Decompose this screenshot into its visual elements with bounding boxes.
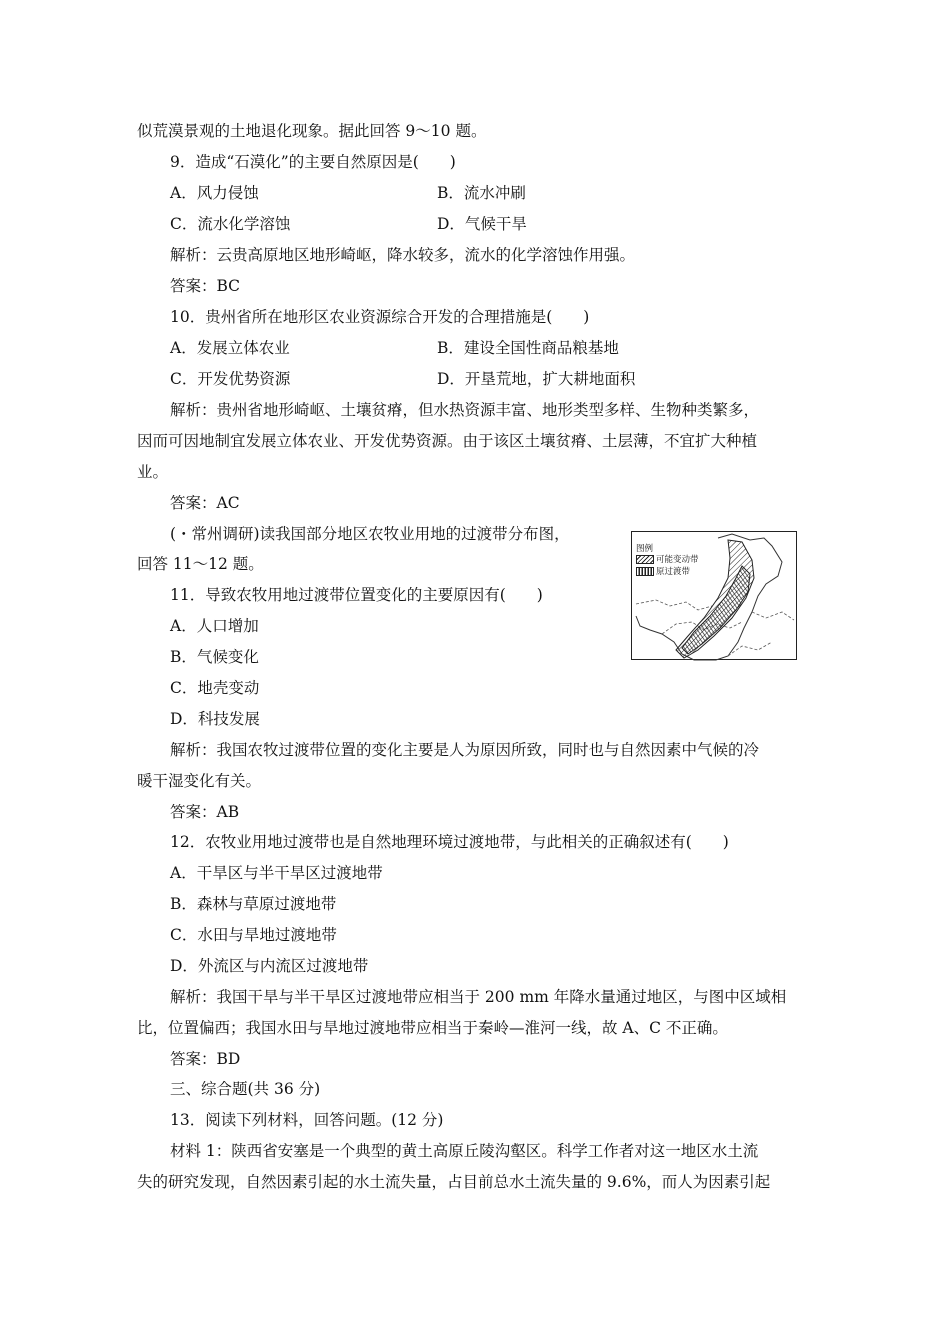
q9-option-c: C．流水化学溶蚀 [170, 215, 291, 233]
q10-option-b: B．建设全国性商品粮基地 [437, 339, 619, 357]
q10-analysis-line3: 业。 [137, 463, 169, 481]
original-transition-zone [682, 566, 750, 654]
q9-option-a: A．风力侵蚀 [170, 184, 259, 202]
q12-option-a: A．干旱区与半干旱区过渡地带 [170, 864, 383, 882]
q9-option-d: D．气候干旱 [437, 215, 527, 233]
q13-material-1-line2: 失的研究发现，自然因素引起的水土流失量，占目前总水土流失量的 9.6%，而人为因素引起 [137, 1173, 771, 1191]
q12-analysis-line2: 比，位置偏西；我国水田与旱地过渡地带应相当于秦岭—淮河一线，故 A、C 不正确。 [137, 1019, 728, 1037]
legend-original-zone-label: 原过渡带 [656, 567, 691, 577]
national-boundary [636, 534, 782, 660]
q11-answer: 答案：AB [170, 803, 240, 821]
q11-analysis-line2: 暖干湿变化有关。 [137, 772, 262, 790]
q10-option-d: D．开垦荒地，扩大耕地面积 [437, 370, 636, 388]
province-border-3 [752, 612, 794, 620]
q10-answer: 答案：AC [170, 494, 240, 512]
legend-original-zone [636, 567, 690, 577]
q11-stem: 11．导致农牧用地过渡带位置变化的主要原因有( ) [170, 586, 543, 604]
group-intro-line1: (・常州调研)读我国部分地区农牧业用地的过渡带分布图， [170, 525, 570, 543]
q10-stem: 10．贵州省所在地形区农业资源综合开发的合理措施是( ) [170, 308, 590, 326]
q11-option-a: A．人口增加 [170, 617, 259, 635]
legend-possible-change [636, 555, 699, 565]
province-border-4 [728, 642, 772, 656]
province-border-1 [636, 600, 712, 610]
q10-analysis-line2: 因而可因地制宜发展立体农业、开发优势资源。由于该区土壤贫瘠、土层薄，不宜扩大种植 [137, 432, 758, 450]
q11-option-d: D．科技发展 [170, 710, 260, 728]
q13-stem: 13．阅读下列材料，回答问题。(12 分) [170, 1111, 444, 1129]
vertical-hatch-icon [636, 567, 654, 576]
q10-option-c: C．开发优势资源 [170, 370, 291, 388]
q11-option-b: B．气候变化 [170, 648, 259, 666]
legend-possible-change-label: 可能变动带 [656, 555, 699, 565]
q12-option-c: C．水田与旱地过渡地带 [170, 926, 337, 944]
q9-stem: 9．造成“石漠化”的主要自然原因是( ) [170, 153, 456, 171]
q12-option-d: D．外流区与内流区过渡地带 [170, 957, 369, 975]
q9-analysis: 解析：云贵高原地区地形崎岖，降水较多，流水的化学溶蚀作用强。 [170, 246, 636, 264]
q11-option-c: C．地壳变动 [170, 679, 260, 697]
q13-material-1-line1: 材料 1：陕西省安塞是一个典型的黄土高原丘陵沟壑区。科学工作者对这一地区水土流 [170, 1142, 759, 1160]
q12-answer: 答案：BD [170, 1050, 241, 1068]
q9-answer: 答案：BC [170, 277, 241, 295]
diagonal-hatch-icon [636, 555, 654, 564]
legend-title: 图例 [636, 544, 654, 554]
section-3-heading: 三、综合题(共 36 分) [170, 1080, 321, 1098]
q10-option-a: A．发展立体农业 [170, 339, 290, 357]
q10-analysis-line1: 解析：贵州省地形崎岖、土壤贫瘠，但水热资源丰富、地形类型多样、生物种类繁多， [170, 401, 760, 419]
group-intro-line2: 回答 11～12 题。 [137, 555, 264, 573]
intro-tail: 似荒漠景观的土地退化现象。据此回答 9～10 题。 [137, 122, 487, 140]
q12-analysis-line1: 解析：我国干旱与半干旱区过渡地带应相当于 200 mm 年降水量通过地区，与图中区域相 [170, 988, 787, 1006]
q12-stem: 12．农牧业用地过渡带也是自然地理环境过渡地带，与此相关的正确叙述有( ) [170, 833, 729, 851]
q12-option-b: B．森林与草原过渡地带 [170, 895, 337, 913]
q9-option-b: B．流水冲刷 [437, 184, 526, 202]
map-drawing [632, 532, 798, 661]
q11-analysis-line1: 解析：我国农牧过渡带位置的变化主要是人为原因所致，同时也与自然因素中气候的冷 [170, 741, 760, 759]
transition-zone-map [631, 531, 797, 660]
